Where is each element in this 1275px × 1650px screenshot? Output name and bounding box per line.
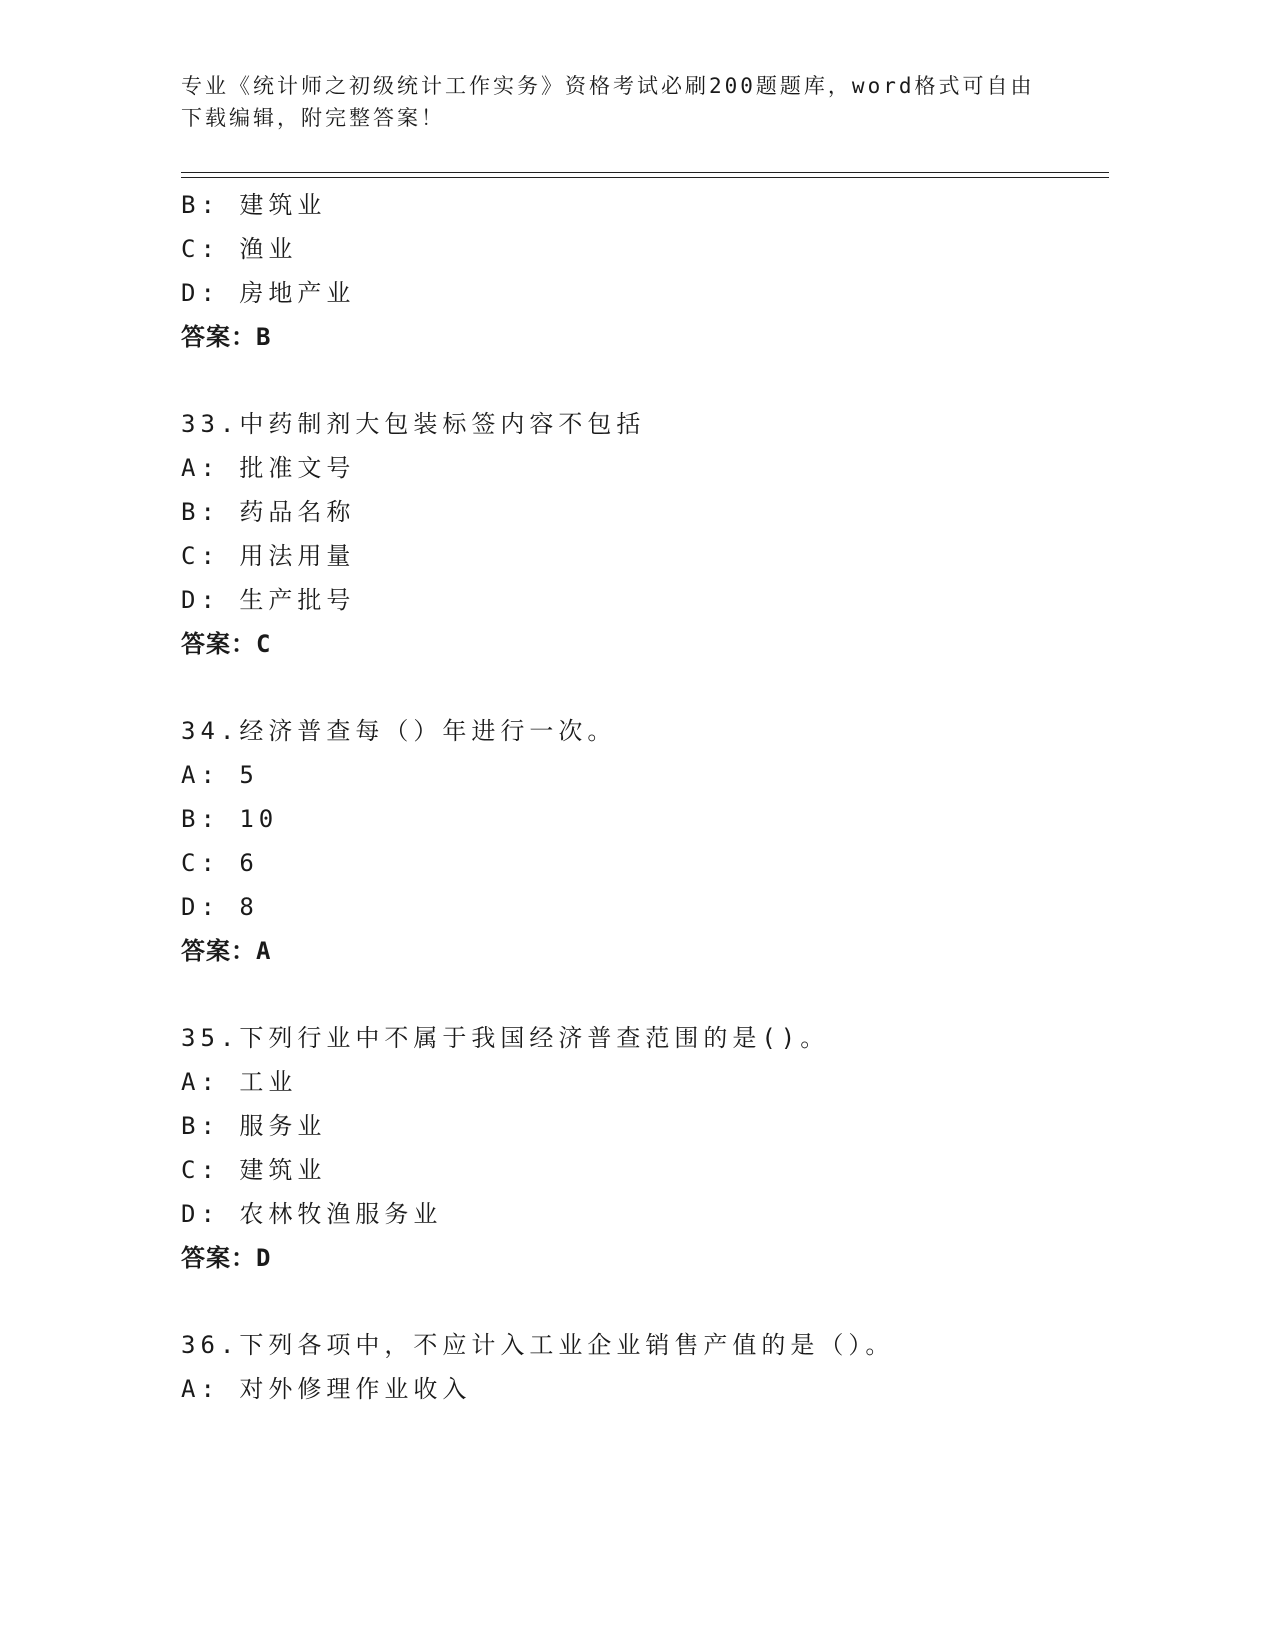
header-line-1: 专业《统计师之初级统计工作实务》资格考试必刷200题题库，word格式可自由	[181, 74, 1035, 98]
option-c: C: 用法用量	[181, 542, 356, 570]
option-c: C: 渔业	[181, 235, 298, 263]
option-a: A: 批准文号	[181, 454, 356, 482]
question-list	[181, 183, 1101, 1411]
question-title: 34.经济普查每（）年进行一次。	[181, 717, 617, 745]
option-c: C: 建筑业	[181, 1156, 327, 1184]
option-b: B: 建筑业	[181, 191, 327, 219]
spacer	[181, 973, 1101, 1016]
option-a: A: 工业	[181, 1068, 298, 1096]
option-d: D: 生产批号	[181, 586, 356, 614]
spacer	[181, 359, 1101, 402]
option-b: B: 药品名称	[181, 498, 356, 526]
option-d: D: 8	[181, 893, 259, 921]
question-32-continued	[181, 183, 1101, 359]
question-35	[181, 1016, 1101, 1280]
question-33	[181, 402, 1101, 666]
header-divider-top	[181, 172, 1109, 173]
header-divider-bottom	[181, 177, 1109, 178]
answer-line: 答案：B	[181, 323, 272, 351]
question-title: 35.下列行业中不属于我国经济普查范围的是()。	[181, 1024, 830, 1052]
question-34	[181, 709, 1101, 973]
option-c: C: 6	[181, 849, 259, 877]
answer-line: 答案：C	[181, 630, 272, 658]
option-b: B: 服务业	[181, 1112, 327, 1140]
document-header	[181, 70, 1041, 134]
option-d: D: 农林牧渔服务业	[181, 1200, 443, 1228]
option-d: D: 房地产业	[181, 279, 356, 307]
answer-line: 答案：A	[181, 937, 272, 965]
option-a: A: 对外修理作业收入	[181, 1375, 472, 1403]
header-line-2: 下载编辑，附完整答案！	[181, 106, 445, 130]
option-a: A: 5	[181, 761, 259, 789]
spacer	[181, 666, 1101, 709]
option-b: B: 10	[181, 805, 279, 833]
spacer	[181, 1280, 1101, 1323]
question-title: 36.下列各项中，不应计入工业企业销售产值的是（）。	[181, 1331, 895, 1359]
question-36	[181, 1323, 1101, 1411]
answer-line: 答案：D	[181, 1244, 272, 1272]
question-title: 33.中药制剂大包装标签内容不包括	[181, 410, 646, 438]
